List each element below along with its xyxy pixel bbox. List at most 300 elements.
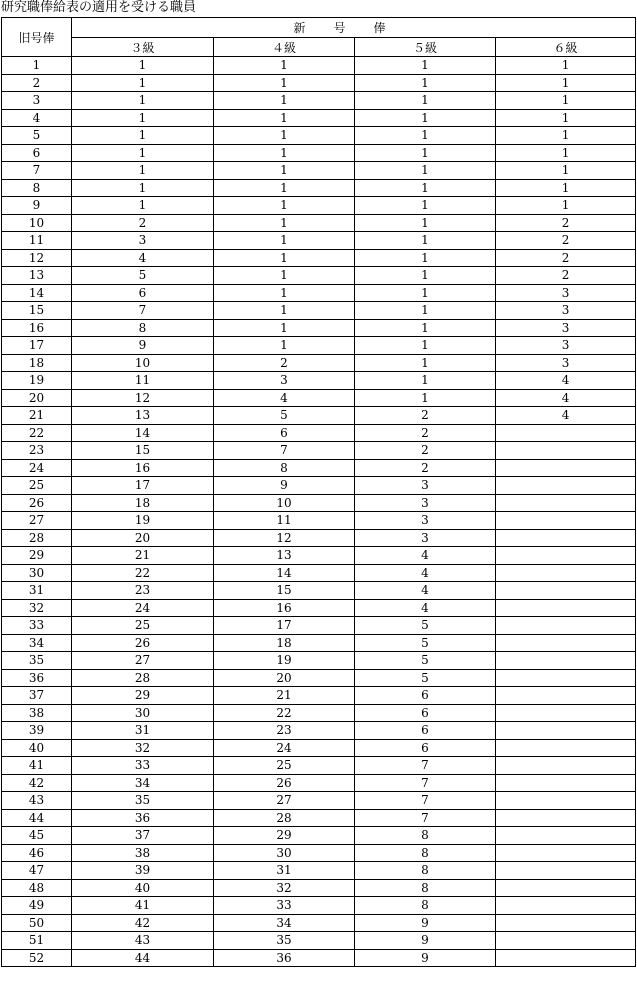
table-row bbox=[2, 214, 636, 232]
grade6-cell bbox=[496, 424, 636, 442]
grade5-cell: 1 bbox=[355, 389, 496, 407]
grade5-cell: 7 bbox=[355, 757, 496, 775]
grade4-cell: 1 bbox=[214, 249, 355, 267]
grade6-cell bbox=[496, 844, 636, 862]
grade6-cell bbox=[496, 932, 636, 950]
grade6-cell bbox=[496, 792, 636, 810]
old-step-cell: 5 bbox=[2, 127, 72, 145]
grade6-cell: 1 bbox=[496, 127, 636, 145]
grade6-cell bbox=[496, 722, 636, 740]
old-step-cell: 47 bbox=[2, 862, 72, 880]
grade3-cell: 42 bbox=[72, 914, 214, 932]
grade6-cell bbox=[496, 897, 636, 915]
grade3-cell: 14 bbox=[72, 424, 214, 442]
table-row bbox=[2, 862, 636, 880]
old-step-cell: 19 bbox=[2, 372, 72, 390]
grade4-cell: 14 bbox=[214, 564, 355, 582]
table-row bbox=[2, 477, 636, 495]
old-step-cell: 9 bbox=[2, 197, 72, 215]
grade6-cell bbox=[496, 862, 636, 880]
grade3-cell: 1 bbox=[72, 74, 214, 92]
grade4-cell: 21 bbox=[214, 687, 355, 705]
grade5-cell: 4 bbox=[355, 599, 496, 617]
grade3-cell: 39 bbox=[72, 862, 214, 880]
old-step-cell: 26 bbox=[2, 494, 72, 512]
grade4-cell: 32 bbox=[214, 879, 355, 897]
grade6-cell bbox=[496, 827, 636, 845]
grade3-cell: 29 bbox=[72, 687, 214, 705]
old-step-cell: 52 bbox=[2, 949, 72, 967]
grade4-cell: 1 bbox=[214, 127, 355, 145]
grade4-cell: 17 bbox=[214, 617, 355, 635]
grade4-cell: 26 bbox=[214, 774, 355, 792]
table-row bbox=[2, 739, 636, 757]
grade5-cell: 7 bbox=[355, 774, 496, 792]
grade4-cell: 31 bbox=[214, 862, 355, 880]
old-step-cell: 17 bbox=[2, 337, 72, 355]
grade6-cell: 4 bbox=[496, 389, 636, 407]
grade3-cell: 38 bbox=[72, 844, 214, 862]
table-row bbox=[2, 284, 636, 302]
grade6-cell: 3 bbox=[496, 284, 636, 302]
grade4-cell: 1 bbox=[214, 162, 355, 180]
old-step-cell: 23 bbox=[2, 442, 72, 460]
grade4-cell: 8 bbox=[214, 459, 355, 477]
grade3-cell: 22 bbox=[72, 564, 214, 582]
table-row bbox=[2, 407, 636, 425]
grade3-cell: 2 bbox=[72, 214, 214, 232]
table-row bbox=[2, 757, 636, 775]
grade6-cell bbox=[496, 687, 636, 705]
table-row bbox=[2, 582, 636, 600]
grade3-cell: 1 bbox=[72, 197, 214, 215]
table-row bbox=[2, 897, 636, 915]
table-row bbox=[2, 599, 636, 617]
grade6-cell: 1 bbox=[496, 92, 636, 110]
grade-header: ５級 bbox=[355, 38, 496, 57]
grade5-cell: 8 bbox=[355, 827, 496, 845]
table-row bbox=[2, 809, 636, 827]
table-row bbox=[2, 564, 636, 582]
grade3-cell: 19 bbox=[72, 512, 214, 530]
grade6-cell: 2 bbox=[496, 249, 636, 267]
grade3-cell: 9 bbox=[72, 337, 214, 355]
grade4-cell: 13 bbox=[214, 547, 355, 565]
grade5-cell: 6 bbox=[355, 687, 496, 705]
grade5-cell: 2 bbox=[355, 442, 496, 460]
grade5-cell: 1 bbox=[355, 284, 496, 302]
grade5-cell: 9 bbox=[355, 914, 496, 932]
old-step-cell: 25 bbox=[2, 477, 72, 495]
table-row bbox=[2, 827, 636, 845]
grade5-cell: 1 bbox=[355, 267, 496, 285]
grade5-cell: 6 bbox=[355, 722, 496, 740]
grade4-cell: 20 bbox=[214, 669, 355, 687]
grade4-cell: 25 bbox=[214, 757, 355, 775]
old-step-cell: 51 bbox=[2, 932, 72, 950]
table-row bbox=[2, 687, 636, 705]
grade5-cell: 1 bbox=[355, 144, 496, 162]
grade5-cell: 6 bbox=[355, 704, 496, 722]
table-row bbox=[2, 669, 636, 687]
grade5-cell: 7 bbox=[355, 809, 496, 827]
table-row bbox=[2, 337, 636, 355]
table-row bbox=[2, 494, 636, 512]
grade4-cell: 6 bbox=[214, 424, 355, 442]
old-step-cell: 8 bbox=[2, 179, 72, 197]
grade6-cell bbox=[496, 477, 636, 495]
grade4-cell: 1 bbox=[214, 284, 355, 302]
old-step-cell: 32 bbox=[2, 599, 72, 617]
old-step-cell: 20 bbox=[2, 389, 72, 407]
grade4-cell: 19 bbox=[214, 652, 355, 670]
grade3-cell: 10 bbox=[72, 354, 214, 372]
grade5-cell: 3 bbox=[355, 529, 496, 547]
grade4-cell: 28 bbox=[214, 809, 355, 827]
grade6-cell: 3 bbox=[496, 354, 636, 372]
table-row bbox=[2, 617, 636, 635]
grade3-cell: 35 bbox=[72, 792, 214, 810]
grade6-cell: 1 bbox=[496, 57, 636, 75]
grade6-cell: 1 bbox=[496, 109, 636, 127]
old-step-cell: 36 bbox=[2, 669, 72, 687]
old-step-cell: 11 bbox=[2, 232, 72, 250]
grade3-cell: 1 bbox=[72, 127, 214, 145]
grade6-cell: 1 bbox=[496, 197, 636, 215]
grade4-cell: 4 bbox=[214, 389, 355, 407]
table-row bbox=[2, 162, 636, 180]
grade5-cell: 8 bbox=[355, 879, 496, 897]
grade5-cell: 8 bbox=[355, 844, 496, 862]
grade5-cell: 5 bbox=[355, 652, 496, 670]
table-row bbox=[2, 442, 636, 460]
grade4-cell: 30 bbox=[214, 844, 355, 862]
grade3-cell: 20 bbox=[72, 529, 214, 547]
grade4-cell: 35 bbox=[214, 932, 355, 950]
table-row bbox=[2, 722, 636, 740]
grade5-cell: 1 bbox=[355, 214, 496, 232]
old-step-cell: 37 bbox=[2, 687, 72, 705]
grade5-cell: 1 bbox=[355, 74, 496, 92]
grade3-cell: 7 bbox=[72, 302, 214, 320]
grade3-cell: 33 bbox=[72, 757, 214, 775]
table-row bbox=[2, 249, 636, 267]
grade6-cell bbox=[496, 914, 636, 932]
table-row bbox=[2, 932, 636, 950]
old-step-cell: 41 bbox=[2, 757, 72, 775]
old-step-cell: 10 bbox=[2, 214, 72, 232]
grade4-cell: 27 bbox=[214, 792, 355, 810]
grade3-cell: 13 bbox=[72, 407, 214, 425]
grade4-cell: 1 bbox=[214, 144, 355, 162]
grade4-cell: 1 bbox=[214, 267, 355, 285]
grade3-cell: 26 bbox=[72, 634, 214, 652]
grade6-cell bbox=[496, 512, 636, 530]
table-row bbox=[2, 424, 636, 442]
grade3-cell: 1 bbox=[72, 162, 214, 180]
grade5-cell: 1 bbox=[355, 372, 496, 390]
grade4-cell: 23 bbox=[214, 722, 355, 740]
grade4-cell: 24 bbox=[214, 739, 355, 757]
grade3-cell: 23 bbox=[72, 582, 214, 600]
grade3-cell: 6 bbox=[72, 284, 214, 302]
old-step-cell: 40 bbox=[2, 739, 72, 757]
grade5-cell: 3 bbox=[355, 477, 496, 495]
grade3-cell: 27 bbox=[72, 652, 214, 670]
grade4-cell: 1 bbox=[214, 197, 355, 215]
grade5-cell: 9 bbox=[355, 949, 496, 967]
grade3-cell: 1 bbox=[72, 92, 214, 110]
table-row bbox=[2, 652, 636, 670]
old-step-cell: 4 bbox=[2, 109, 72, 127]
grade6-cell: 1 bbox=[496, 179, 636, 197]
grade6-cell bbox=[496, 459, 636, 477]
grade6-cell bbox=[496, 599, 636, 617]
grade3-cell: 1 bbox=[72, 57, 214, 75]
grade5-cell: 1 bbox=[355, 302, 496, 320]
table-row bbox=[2, 319, 636, 337]
grade5-cell: 7 bbox=[355, 792, 496, 810]
grade6-cell bbox=[496, 582, 636, 600]
grade6-cell bbox=[496, 774, 636, 792]
grade4-cell: 1 bbox=[214, 232, 355, 250]
grade4-cell: 1 bbox=[214, 179, 355, 197]
table-row bbox=[2, 57, 636, 75]
grade3-cell: 32 bbox=[72, 739, 214, 757]
grade6-cell bbox=[496, 739, 636, 757]
grade5-cell: 1 bbox=[355, 319, 496, 337]
grade3-cell: 41 bbox=[72, 897, 214, 915]
grade5-cell: 4 bbox=[355, 547, 496, 565]
grade5-cell: 9 bbox=[355, 932, 496, 950]
grade4-cell: 1 bbox=[214, 319, 355, 337]
grade3-cell: 21 bbox=[72, 547, 214, 565]
grade3-cell: 24 bbox=[72, 599, 214, 617]
grade6-cell: 3 bbox=[496, 319, 636, 337]
table-row bbox=[2, 267, 636, 285]
old-step-cell: 34 bbox=[2, 634, 72, 652]
old-step-cell: 3 bbox=[2, 92, 72, 110]
old-step-cell: 33 bbox=[2, 617, 72, 635]
grade5-cell: 1 bbox=[355, 57, 496, 75]
grade3-cell: 25 bbox=[72, 617, 214, 635]
old-step-cell: 14 bbox=[2, 284, 72, 302]
grade3-cell: 12 bbox=[72, 389, 214, 407]
old-step-cell: 39 bbox=[2, 722, 72, 740]
grade5-cell: 1 bbox=[355, 337, 496, 355]
table-row bbox=[2, 459, 636, 477]
grade4-cell: 1 bbox=[214, 92, 355, 110]
grade3-cell: 3 bbox=[72, 232, 214, 250]
old-step-cell: 22 bbox=[2, 424, 72, 442]
grade6-cell bbox=[496, 652, 636, 670]
table-row bbox=[2, 179, 636, 197]
old-step-cell: 42 bbox=[2, 774, 72, 792]
table-body bbox=[2, 57, 636, 967]
grade3-cell: 37 bbox=[72, 827, 214, 845]
grade6-cell bbox=[496, 442, 636, 460]
grade5-cell: 3 bbox=[355, 512, 496, 530]
new-step-header: 新号俸 bbox=[72, 18, 636, 38]
grade5-cell: 1 bbox=[355, 354, 496, 372]
grade6-cell: 1 bbox=[496, 144, 636, 162]
grade4-cell: 7 bbox=[214, 442, 355, 460]
grade6-cell: 3 bbox=[496, 337, 636, 355]
grade5-cell: 5 bbox=[355, 669, 496, 687]
old-step-cell: 24 bbox=[2, 459, 72, 477]
grade4-cell: 22 bbox=[214, 704, 355, 722]
grade4-cell: 12 bbox=[214, 529, 355, 547]
old-step-cell: 1 bbox=[2, 57, 72, 75]
salary-conversion-table bbox=[1, 17, 636, 967]
old-step-cell: 15 bbox=[2, 302, 72, 320]
old-step-cell: 27 bbox=[2, 512, 72, 530]
grade6-cell bbox=[496, 879, 636, 897]
grade-header: ６級 bbox=[496, 38, 636, 57]
grade5-cell: 4 bbox=[355, 564, 496, 582]
old-step-cell: 38 bbox=[2, 704, 72, 722]
grade4-cell: 9 bbox=[214, 477, 355, 495]
grade5-cell: 2 bbox=[355, 459, 496, 477]
old-step-cell: 48 bbox=[2, 879, 72, 897]
grade4-cell: 18 bbox=[214, 634, 355, 652]
table-row bbox=[2, 529, 636, 547]
grade4-cell: 33 bbox=[214, 897, 355, 915]
grade4-cell: 16 bbox=[214, 599, 355, 617]
old-step-cell: 7 bbox=[2, 162, 72, 180]
grade3-cell: 16 bbox=[72, 459, 214, 477]
old-step-cell: 30 bbox=[2, 564, 72, 582]
old-step-cell: 35 bbox=[2, 652, 72, 670]
old-step-cell: 21 bbox=[2, 407, 72, 425]
grade4-cell: 11 bbox=[214, 512, 355, 530]
old-step-cell: 13 bbox=[2, 267, 72, 285]
grade5-cell: 5 bbox=[355, 634, 496, 652]
grade3-cell: 5 bbox=[72, 267, 214, 285]
table-row bbox=[2, 879, 636, 897]
grade6-cell: 3 bbox=[496, 302, 636, 320]
old-step-cell: 46 bbox=[2, 844, 72, 862]
old-step-cell: 6 bbox=[2, 144, 72, 162]
old-step-cell: 43 bbox=[2, 792, 72, 810]
grade6-cell: 1 bbox=[496, 162, 636, 180]
grade3-cell: 44 bbox=[72, 949, 214, 967]
grade5-cell: 1 bbox=[355, 249, 496, 267]
table-row bbox=[2, 512, 636, 530]
grade3-cell: 18 bbox=[72, 494, 214, 512]
grade5-cell: 4 bbox=[355, 582, 496, 600]
grade4-cell: 34 bbox=[214, 914, 355, 932]
grade4-cell: 1 bbox=[214, 337, 355, 355]
grade6-cell bbox=[496, 757, 636, 775]
grade4-cell: 2 bbox=[214, 354, 355, 372]
table-row bbox=[2, 372, 636, 390]
old-step-cell: 44 bbox=[2, 809, 72, 827]
grade4-cell: 29 bbox=[214, 827, 355, 845]
old-step-header: 旧号俸 bbox=[2, 18, 72, 57]
table-row bbox=[2, 74, 636, 92]
grade3-cell: 43 bbox=[72, 932, 214, 950]
grade6-cell: 2 bbox=[496, 232, 636, 250]
table-row bbox=[2, 704, 636, 722]
grade5-cell: 1 bbox=[355, 197, 496, 215]
grade6-cell bbox=[496, 547, 636, 565]
grade4-cell: 36 bbox=[214, 949, 355, 967]
table-row bbox=[2, 127, 636, 145]
grade3-cell: 36 bbox=[72, 809, 214, 827]
grade5-cell: 5 bbox=[355, 617, 496, 635]
grade3-cell: 28 bbox=[72, 669, 214, 687]
grade4-cell: 1 bbox=[214, 214, 355, 232]
table-row bbox=[2, 844, 636, 862]
grade4-cell: 15 bbox=[214, 582, 355, 600]
old-step-cell: 18 bbox=[2, 354, 72, 372]
old-step-cell: 45 bbox=[2, 827, 72, 845]
table-row bbox=[2, 109, 636, 127]
grade-header: ４級 bbox=[214, 38, 355, 57]
grade3-cell: 1 bbox=[72, 109, 214, 127]
table-row bbox=[2, 547, 636, 565]
table-row bbox=[2, 389, 636, 407]
grade3-cell: 8 bbox=[72, 319, 214, 337]
table-row bbox=[2, 792, 636, 810]
grade4-cell: 10 bbox=[214, 494, 355, 512]
grade4-cell: 1 bbox=[214, 302, 355, 320]
old-step-cell: 50 bbox=[2, 914, 72, 932]
old-step-cell: 16 bbox=[2, 319, 72, 337]
table-row bbox=[2, 949, 636, 967]
grade6-cell bbox=[496, 564, 636, 582]
grade5-cell: 2 bbox=[355, 424, 496, 442]
grade6-cell bbox=[496, 617, 636, 635]
grade6-cell bbox=[496, 669, 636, 687]
table-row bbox=[2, 634, 636, 652]
grade5-cell: 1 bbox=[355, 109, 496, 127]
old-step-cell: 31 bbox=[2, 582, 72, 600]
grade3-cell: 34 bbox=[72, 774, 214, 792]
grade6-cell bbox=[496, 529, 636, 547]
grade3-cell: 15 bbox=[72, 442, 214, 460]
grade5-cell: 1 bbox=[355, 92, 496, 110]
table-row bbox=[2, 232, 636, 250]
grade6-cell bbox=[496, 949, 636, 967]
grade4-cell: 1 bbox=[214, 57, 355, 75]
grade3-cell: 17 bbox=[72, 477, 214, 495]
table-row bbox=[2, 774, 636, 792]
document-title: 研究職俸給表の適用を受ける職員 bbox=[1, 0, 197, 15]
table-row bbox=[2, 354, 636, 372]
grade3-cell: 1 bbox=[72, 179, 214, 197]
grade6-cell: 4 bbox=[496, 407, 636, 425]
old-step-cell: 2 bbox=[2, 74, 72, 92]
table-row bbox=[2, 144, 636, 162]
grade5-cell: 1 bbox=[355, 127, 496, 145]
grade3-cell: 1 bbox=[72, 144, 214, 162]
grade5-cell: 1 bbox=[355, 232, 496, 250]
grade4-cell: 5 bbox=[214, 407, 355, 425]
grade3-cell: 31 bbox=[72, 722, 214, 740]
table-row bbox=[2, 302, 636, 320]
grade-header: ３級 bbox=[72, 38, 214, 57]
grade6-cell bbox=[496, 704, 636, 722]
grade6-cell bbox=[496, 809, 636, 827]
grade6-cell: 1 bbox=[496, 74, 636, 92]
grade5-cell: 1 bbox=[355, 179, 496, 197]
grade5-cell: 2 bbox=[355, 407, 496, 425]
grade6-cell: 2 bbox=[496, 214, 636, 232]
old-step-cell: 12 bbox=[2, 249, 72, 267]
grade3-cell: 11 bbox=[72, 372, 214, 390]
